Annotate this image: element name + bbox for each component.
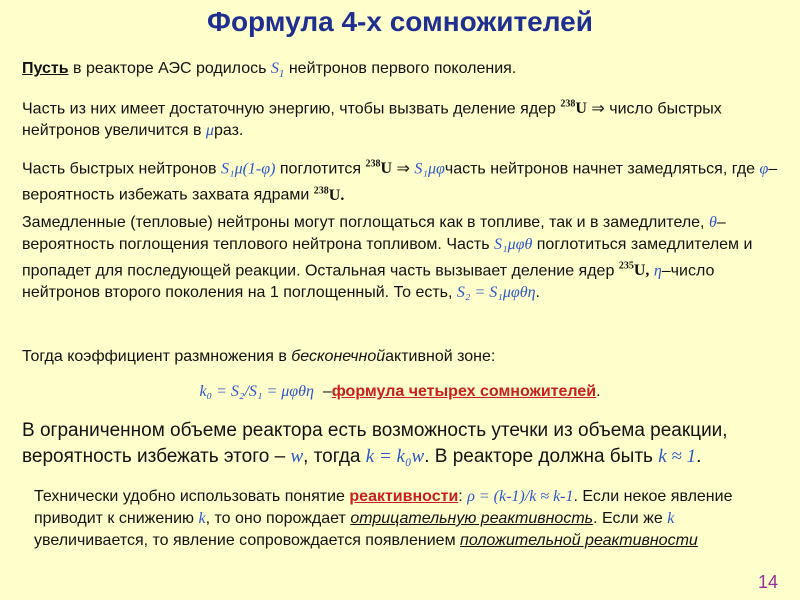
text: Технически удобно использовать понятие xyxy=(34,488,345,505)
text: часть нейтронов начнет замедляться, где xyxy=(444,160,756,178)
text: поглотиться замедлителем и пропадет для последующей реакции. Остальная часть вызывает деление ядер xyxy=(22,236,753,280)
uranium-238-2: $^{238}$U. xyxy=(313,185,345,204)
formula-absorbed: S₁μ(1-φ) xyxy=(221,160,276,178)
text: –вероятность поглощения теплового нейтрона топливом. Часть xyxy=(22,214,726,253)
text: нейтронов первого поколения. xyxy=(288,60,517,77)
k-symbol: k xyxy=(198,510,206,527)
text: В ограниченном объеме реактора есть возможность утечки из объема реакции, вероятность избежать этого – xyxy=(22,420,728,467)
italic-word: бесконечной xyxy=(291,348,386,365)
formula-s1: $S_1$ xyxy=(270,60,285,81)
text: раз. xyxy=(213,122,244,140)
text: . xyxy=(696,446,702,467)
text: Замедленные (тепловые) нейтроны могут поглощаться как в топливе, так и в замедлителе, xyxy=(22,214,705,231)
formula-k0: k₀ = S₂/S₁ = μφθη xyxy=(199,383,314,400)
text: . Если же xyxy=(593,510,663,527)
negative-reactivity: отрицательную реактивность xyxy=(350,510,594,527)
uranium-235: $^{235}$U, xyxy=(618,261,650,280)
text: Часть быстрых нейтронов xyxy=(22,160,217,178)
text: в реакторе АЭС родилось xyxy=(73,60,267,77)
w-symbol: w xyxy=(290,446,304,467)
paragraph-4 xyxy=(22,212,782,304)
reactivity-note xyxy=(34,486,779,552)
eta-symbol: η xyxy=(653,262,662,280)
paragraph-5 xyxy=(22,346,782,368)
text: : xyxy=(458,488,463,505)
positive-reactivity: положительной реактивности xyxy=(460,532,698,549)
text: . xyxy=(596,383,601,400)
text: ⇒ число быстрых нейтронов увеличится в xyxy=(22,100,722,140)
phi-symbol: φ xyxy=(759,160,769,178)
paragraph-2 xyxy=(22,94,782,142)
reactivity-term: реактивности xyxy=(349,488,459,505)
formula-thermal: S₁μφθ xyxy=(494,236,533,253)
text: , тогда xyxy=(303,446,361,467)
text: . В реакторе должна быть xyxy=(424,446,653,467)
text: Тогда коэффициент размножения в xyxy=(22,348,287,365)
theta-symbol: θ xyxy=(708,214,717,231)
formula-k: k = k₀w xyxy=(365,446,425,467)
four-factor-formula xyxy=(0,383,800,401)
k-symbol-2: k xyxy=(667,510,675,527)
uranium-238: $^{238}$U xyxy=(560,99,587,118)
dash: – xyxy=(322,383,332,400)
mu-symbol: μ xyxy=(205,122,214,140)
formula-rho: ρ = (k-1)/k ≈ k-1 xyxy=(467,488,574,505)
slide-title: Формула 4-х сомножителей xyxy=(207,6,593,37)
text: Часть из них имеет достаточную энергию, чтобы вызвать деление ядер xyxy=(22,100,556,118)
text: , то оно порождает xyxy=(205,510,346,527)
text: –вероятность избежать захвата ядрами xyxy=(22,160,778,204)
formula-s2: S₂ = S₁μφθη xyxy=(456,284,536,302)
formula-name: формула четырех сомножителей xyxy=(331,383,597,400)
text: –число нейтронов второго поколения на 1 поглощенный. То есть, xyxy=(22,262,715,302)
paragraph-1 xyxy=(22,58,782,85)
formula-slowing: S₁μφ xyxy=(414,160,445,178)
text: активной зоне: xyxy=(385,348,496,365)
paragraph-6 xyxy=(22,418,782,470)
text: поглотится xyxy=(279,160,362,178)
text: . Если некое явление приводит к снижению xyxy=(34,488,733,527)
text: . xyxy=(535,284,540,302)
page-number: 14 xyxy=(757,572,778,592)
arrow: ⇒ xyxy=(396,160,410,178)
text: увеличивается, то явление сопровождается появлением xyxy=(34,532,456,549)
uranium-238: $^{238}$U xyxy=(365,159,393,178)
lead-word: Пусть xyxy=(22,60,69,77)
paragraph-3 xyxy=(22,154,782,207)
formula-k-approx: k ≈ 1 xyxy=(658,446,697,467)
